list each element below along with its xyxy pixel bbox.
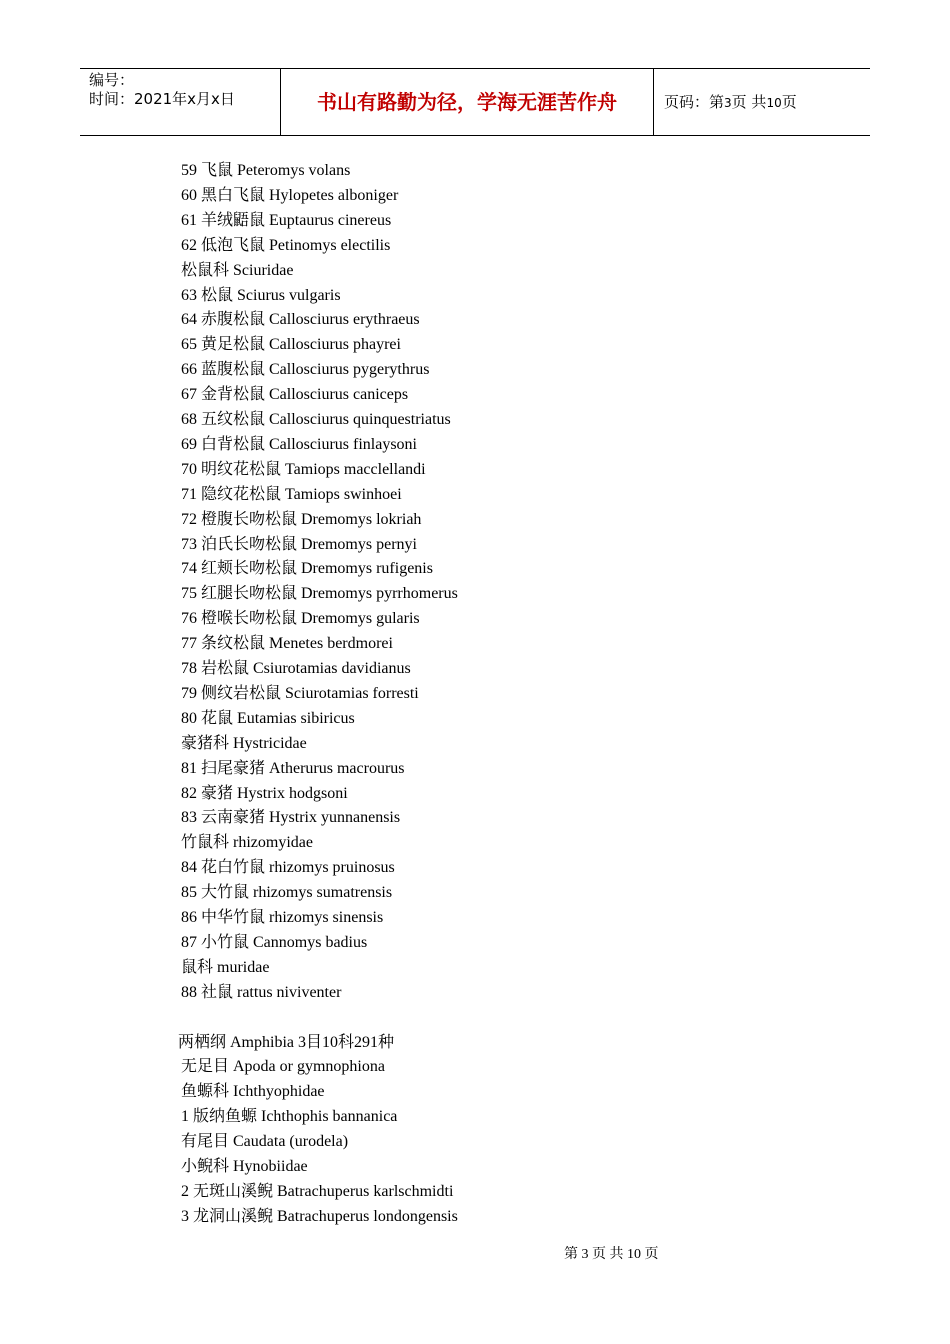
list-item: 1 版纳鱼螈 Ichthophis bannanica <box>181 1108 398 1126</box>
list-item: 2 无斑山溪鲵 Batrachuperus karlschmidti <box>181 1182 454 1200</box>
list-item: 两栖纲 Amphibia 3目10科291种 <box>178 1033 394 1051</box>
list-item: 78 岩松鼠 Csiurotamias davidianus <box>181 660 411 677</box>
list-item: 72 橙腹长吻松鼠 Dremomys lokriah <box>181 510 422 528</box>
list-item: 62 低泡飞鼠 Petinomys electilis <box>181 236 391 254</box>
list-item: 59 飞鼠 Peteromys volans <box>181 162 351 179</box>
list-item: 86 中华竹鼠 rhizomys sinensis <box>181 909 384 926</box>
list-item: 71 隐纹花松鼠 Tamiops swinhoei <box>181 485 402 503</box>
list-item: 64 赤腹松鼠 Callosciurus erythraeus <box>181 311 420 329</box>
header-meta <box>80 69 281 135</box>
list-item: 81 扫尾豪猪 Atherurus macrourus <box>181 759 405 777</box>
page-label: 页码：第 <box>664 93 725 111</box>
list-item: 小鲵科 Hynobiidae <box>181 1158 308 1175</box>
list-item: 76 橙喉长吻松鼠 Dremomys gularis <box>181 610 420 628</box>
list-item: 84 花白竹鼠 rhizomys pruinosus <box>181 859 395 877</box>
list-item: 67 金背松鼠 Callosciurus caniceps <box>181 386 409 404</box>
list-item: 79 侧纹岩松鼠 Sciurotamias forresti <box>181 684 419 702</box>
list-item: 87 小竹鼠 Cannomys badius <box>181 933 368 951</box>
doc-number-label: 编号： <box>89 71 135 89</box>
list-item: 88 社鼠 rattus niviventer <box>181 983 342 1001</box>
list-item: 69 白背松鼠 Callosciurus finlaysoni <box>181 435 417 453</box>
list-item: 3 龙洞山溪鲵 Batrachuperus londongensis <box>181 1207 458 1225</box>
list-item: 鼠科 muridae <box>181 958 270 976</box>
list-item: 鱼螈科 Ichthyophidae <box>181 1083 325 1101</box>
doc-time-label: 时间：2021年x月x日 <box>89 90 235 108</box>
list-item: 松鼠科 Sciuridae <box>181 261 294 279</box>
list-item: 63 松鼠 Sciurus vulgaris <box>181 286 341 304</box>
header-page-info <box>654 69 870 135</box>
list-item: 83 云南豪猪 Hystrix yunnanensis <box>181 809 401 827</box>
page-mid: 页 共 <box>731 93 767 111</box>
page-current: 3 <box>724 96 732 110</box>
list-item: 65 黄足松鼠 Callosciurus phayrei <box>181 336 401 354</box>
list-item: 73 泊氏长吻松鼠 Dremomys pernyi <box>181 535 417 553</box>
list-item: 75 红腿长吻松鼠 Dremomys pyrrhomerus <box>181 585 458 603</box>
list-item: 无足目 Apoda or gymnophiona <box>181 1058 385 1076</box>
list-item: 竹鼠科 rhizomyidae <box>181 834 313 852</box>
list-item: 66 蓝腹松鼠 Callosciurus pygerythrus <box>181 361 430 379</box>
list-item: 77 条纹松鼠 Menetes berdmorei <box>181 635 393 653</box>
list-item: 68 五纹松鼠 Callosciurus quinquestriatus <box>181 411 451 428</box>
header-motto: 书山有路勤为径，学海无涯苦作舟 <box>281 69 654 135</box>
page-total: 10 <box>766 96 782 110</box>
list-item: 74 红颊长吻松鼠 Dremomys rufigenis <box>181 560 433 578</box>
list-item: 82 豪猪 Hystrix hodgsoni <box>181 784 348 802</box>
list-item: 有尾目 Caudata (urodela) <box>181 1133 349 1151</box>
list-item: 70 明纹花松鼠 Tamiops macclellandi <box>181 460 426 478</box>
list-item: 85 大竹鼠 rhizomys sumatrensis <box>181 884 393 902</box>
page-header <box>80 68 870 136</box>
list-item: 80 花鼠 Eutamias sibiricus <box>181 709 355 727</box>
page-footer: 第 3 页 共 10 页 <box>564 1247 659 1262</box>
page-suffix: 页 <box>781 93 797 111</box>
list-item: 61 羊绒鼯鼠 Euptaurus cinereus <box>181 211 392 229</box>
list-item: 60 黑白飞鼠 Hylopetes alboniger <box>181 186 399 204</box>
list-item: 豪猪科 Hystricidae <box>181 734 307 752</box>
